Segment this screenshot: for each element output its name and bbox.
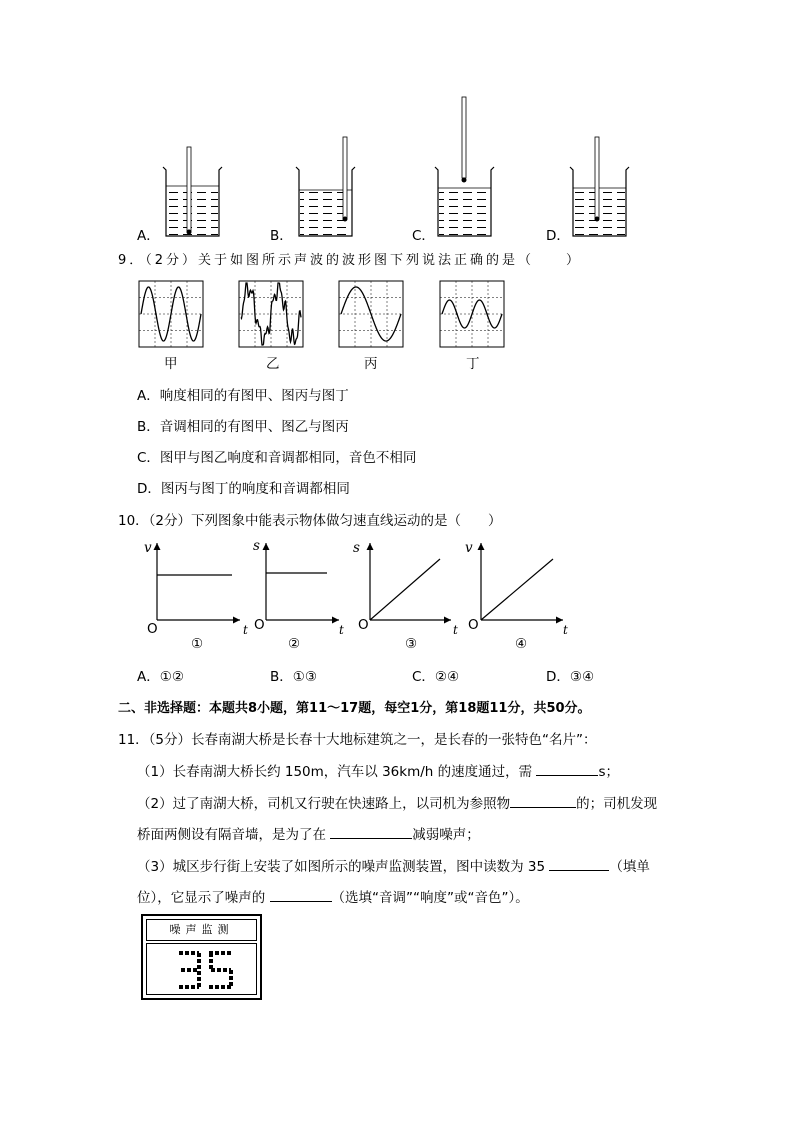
noise-monitor-display	[146, 943, 257, 995]
graph-4-y-label: v	[465, 540, 473, 556]
graph-1-y-label: v	[144, 540, 152, 556]
q10-stem: 10．（2分）下列图象中能表示物体做匀速直线运动的是（ ）	[118, 513, 502, 529]
q11-part-2	[137, 792, 657, 812]
q11-blank-2[interactable]	[510, 793, 576, 808]
q9-option-c: C．图甲与图乙响度和音调都相同，音色不相同	[137, 450, 417, 466]
q11-p1-text: （1）长春南湖大桥长约 150m，汽车以 36km/h 的速度通过，需	[137, 764, 537, 780]
graph-3-caption: ③	[405, 636, 418, 652]
graph-4-caption: ④	[515, 636, 528, 652]
q11-p2-text: （2）过了南湖大桥，司机又行驶在快速路上，以司机为参照物	[137, 796, 511, 812]
q8-option-b: B．	[270, 228, 293, 244]
q10-option-b: B．①③	[270, 669, 317, 685]
wave-label-ding: 丁	[466, 356, 480, 372]
beaker-b	[296, 137, 355, 236]
q9-option-a: A．响度相同的有图甲、图丙与图丁	[137, 388, 349, 404]
graph-4-x-label: t	[563, 623, 568, 637]
q8-option-c: C．	[412, 228, 435, 244]
graph-4	[481, 543, 563, 620]
q10-option-d: D．③④	[546, 669, 595, 685]
q11-blank-3[interactable]	[330, 824, 412, 839]
q11-blank-5[interactable]	[270, 887, 332, 902]
q11-p3-text-c: 位），它显示了噪声的	[137, 890, 270, 906]
graph-1	[157, 543, 240, 620]
graph-4-origin: O	[468, 617, 479, 633]
q8-option-a: A．	[137, 228, 160, 244]
waveform-bing	[339, 281, 403, 347]
noise-monitor	[141, 914, 262, 1000]
graph-1-caption: ①	[191, 636, 204, 652]
graph-3-y-label: s	[353, 540, 360, 556]
motion-graphs-figure	[0, 535, 794, 655]
q11-part-2-cont	[137, 823, 480, 843]
noise-monitor-digits	[147, 944, 260, 996]
q11-part-1	[137, 760, 619, 780]
wave-label-jia: 甲	[164, 356, 178, 372]
beaker-c	[435, 97, 494, 236]
thermometer-a	[187, 147, 191, 231]
q11-blank-4[interactable]	[549, 856, 609, 871]
section-2-heading: 二、非选择题：本题共8小题，第11～17题，每空1分，第18题11分，共50分。	[118, 701, 591, 716]
q10-option-c: C．②④	[412, 669, 460, 685]
q11-stem: 11．（5分）长春南湖大桥是长春十大地标建筑之一，是长春的一张特色“名片”：	[118, 732, 597, 748]
q10-option-a: A．①②	[137, 669, 184, 685]
graph-3	[370, 543, 451, 620]
waveform-yi	[239, 281, 303, 347]
q11-p2-text-d: 减弱噪声；	[412, 827, 480, 843]
q11-p2-text-b: 的；司机发现	[576, 796, 658, 812]
thermometer-d	[595, 137, 599, 218]
wave-label-bing: 丙	[364, 356, 378, 372]
graph-3-x-label: t	[453, 623, 458, 637]
q11-p3-text: （3）城区步行街上安装了如图所示的噪声监测装置，图中读数为 35	[137, 859, 550, 875]
thermometer-c	[462, 97, 466, 178]
q11-p3-text-b: （填单	[609, 859, 650, 875]
q11-p3-text-d: （选填“音调”“响度”或“音色”）。	[331, 890, 529, 906]
graph-2-caption: ②	[288, 636, 301, 652]
q9-option-d: D．图丙与图丁的响度和音调都相同	[137, 481, 350, 497]
graph-1-origin: O	[147, 621, 158, 637]
q11-part-3	[137, 855, 650, 875]
waveform-jia	[139, 281, 203, 347]
waveform-figure	[0, 280, 794, 380]
noise-monitor-title: 噪声监测	[146, 919, 257, 941]
q11-blank-1[interactable]	[536, 761, 598, 776]
graph-3-origin: O	[358, 617, 369, 633]
graph-1-x-label: t	[243, 623, 248, 637]
graph-2	[266, 543, 339, 620]
beaker-a	[163, 147, 222, 236]
graph-2-origin: O	[254, 617, 265, 633]
q11-p2-text-c: 桥面两侧设有隔音墙，是为了在	[137, 827, 331, 843]
waveform-ding	[440, 281, 504, 347]
q8-option-d: D．	[546, 228, 570, 244]
beaker-d	[570, 137, 629, 236]
q11-part-3-cont	[137, 886, 529, 906]
q11-p1-unit: s；	[598, 764, 619, 780]
q9-stem: 9．（2分）关于如图所示声波的波形图下列说法正确的是（ ）	[118, 253, 583, 268]
q9-option-b: B．音调相同的有图甲、图乙与图丙	[137, 419, 349, 435]
thermometer-b	[343, 137, 347, 218]
graph-2-y-label: s	[253, 538, 260, 554]
beaker-figure	[0, 0, 794, 250]
wave-label-yi: 乙	[266, 356, 280, 372]
graph-2-x-label: t	[339, 623, 344, 637]
